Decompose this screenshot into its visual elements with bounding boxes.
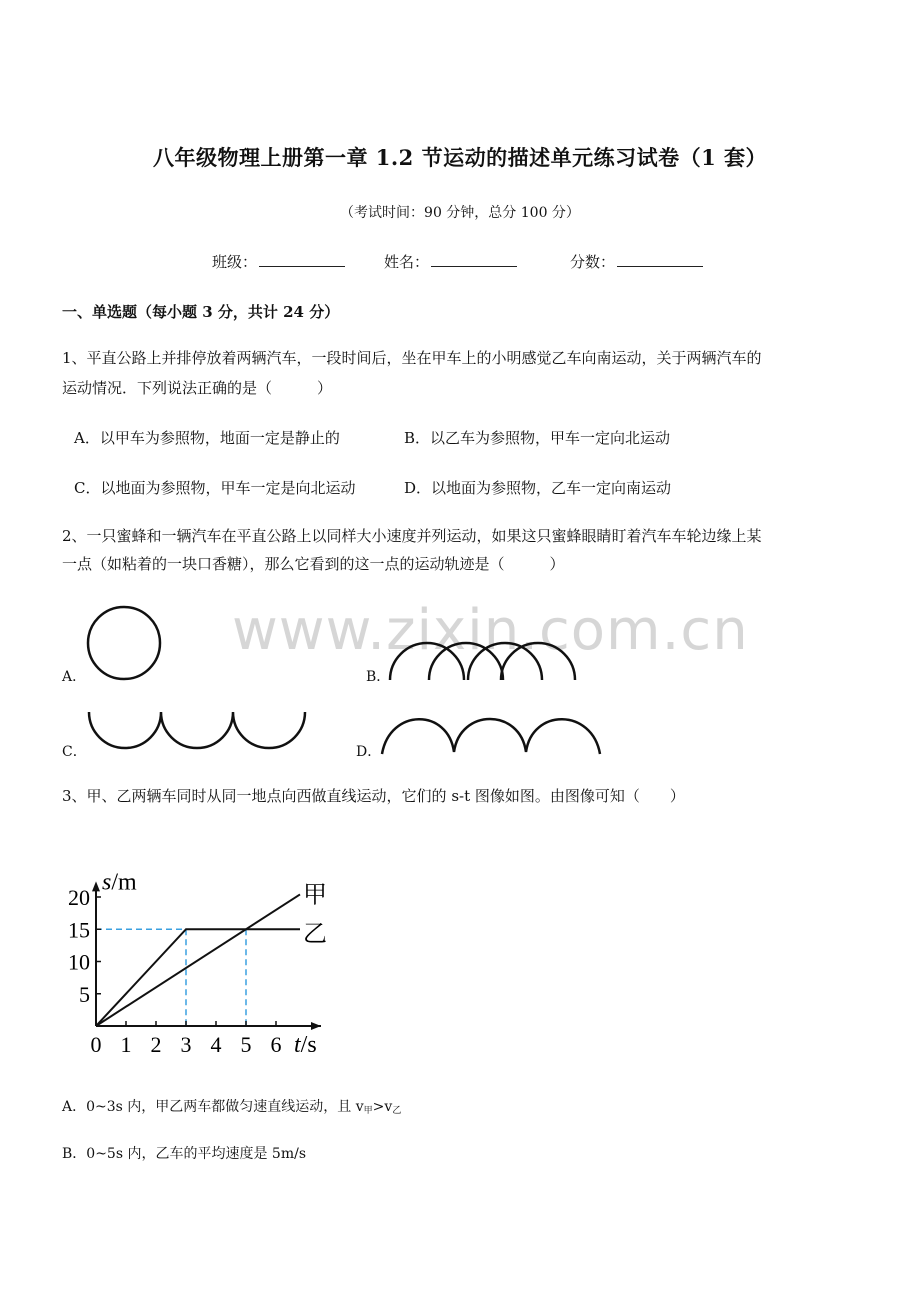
q3-option-a[interactable] (62, 1096, 401, 1116)
y-tick-label-15: 15 (68, 917, 90, 943)
q2-option-d-label[interactable]: D． (356, 744, 382, 760)
q1-option-b[interactable]: B．以乙车为参照物，甲车一定向北运动 (404, 429, 671, 447)
q3-option-a-sub-yi: 乙 (392, 1106, 402, 1116)
x-tick-label-2: 2 (150, 1032, 162, 1057)
q3-option-a-sub-jia: 甲 (363, 1106, 373, 1116)
score-field (570, 251, 703, 272)
x-axis-arrow (311, 1022, 321, 1030)
score-label: 分数： (570, 253, 616, 271)
x-tick-label-5: 5 (240, 1032, 252, 1057)
section-heading: 一、单选题（每小题 3 分，共计 24 分） (62, 303, 340, 321)
trajectory-loops-figure (388, 612, 578, 682)
q2-option-c-label[interactable]: C． (62, 744, 87, 760)
trajectory-cups-figure (86, 708, 310, 758)
q1-option-d[interactable]: D．以地面为参照物，乙车一定向南运动 (404, 479, 672, 497)
series-line-0 (96, 894, 300, 1026)
q2-option-b-label[interactable]: B． (366, 669, 391, 685)
class-blank[interactable] (259, 252, 345, 267)
question-3-stem: 3、甲、乙两辆车同时从同一地点向西做直线运动，它们的 s-t 图像如图。由图像可知（ ） (62, 787, 685, 805)
name-label: 姓名： (384, 253, 430, 271)
q3-option-b[interactable]: B．0~5s 内，乙车的平均速度是 5m/s (62, 1146, 307, 1162)
series-line-1 (96, 929, 300, 1026)
q1-option-a[interactable]: A．以甲车为参照物，地面一定是静止的 (74, 429, 340, 447)
trajectory-circle-figure (85, 604, 165, 684)
question-1-line-1: 1、平直公路上并排停放着两辆汽车，一段时间后，坐在甲车上的小明感觉乙车向南运动，关于两辆汽车的 (62, 349, 762, 367)
y-axis-label: s/m (102, 869, 137, 896)
x-axis-label: t/s (294, 1032, 317, 1058)
st-graph (60, 838, 360, 1068)
q1-option-c[interactable]: C．以地面为参照物，甲车一定是向北运动 (74, 479, 356, 497)
page-title: 八年级物理上册第一章 1.2 节运动的描述单元练习试卷（1 套） (152, 145, 768, 170)
x-tick-label-0: 0 (90, 1032, 102, 1057)
y-axis-arrow (92, 881, 100, 891)
name-field (384, 251, 517, 272)
series-label-yi: 乙 (303, 921, 327, 948)
question-2-line-1: 2、一只蜜蜂和一辆汽车在平直公路上以同样大小速度并列运动，如果这只蜜蜂眼睛盯着汽车车轮边缘上某 (62, 527, 762, 545)
y-tick-label-5: 5 (79, 981, 90, 1007)
x-tick-label-1: 1 (120, 1032, 132, 1057)
y-tick-label-20: 20 (68, 885, 90, 910)
series-label-jia: 甲 (303, 882, 327, 909)
x-tick-label-4: 4 (210, 1032, 222, 1057)
q2-option-a-label[interactable]: A． (62, 669, 87, 685)
exam-time-note: （考试时间：90 分钟，总分 100 分） (340, 205, 580, 221)
class-label: 班级： (212, 253, 258, 271)
y-tick-label-10: 10 (68, 949, 90, 975)
q3-option-a-gt: >v (372, 1099, 393, 1115)
score-blank[interactable] (617, 252, 703, 267)
x-tick-label-3: 3 (180, 1032, 192, 1057)
name-blank[interactable] (431, 252, 517, 267)
question-1-line-2: 运动情况．下列说法正确的是（ ） (62, 379, 333, 397)
x-tick-label-6: 6 (270, 1032, 282, 1057)
trajectory-cycloid-figure (380, 712, 604, 756)
question-2-line-2: 一点（如粘着的一块口香糖），那么它看到的这一点的运动轨迹是（ ） (62, 555, 565, 573)
q3-option-a-text: A．0~3s 内，甲乙两车都做匀速直线运动，且 v (62, 1099, 364, 1115)
watermark: www.zixin.com.cn (232, 598, 749, 663)
class-field (212, 251, 345, 272)
